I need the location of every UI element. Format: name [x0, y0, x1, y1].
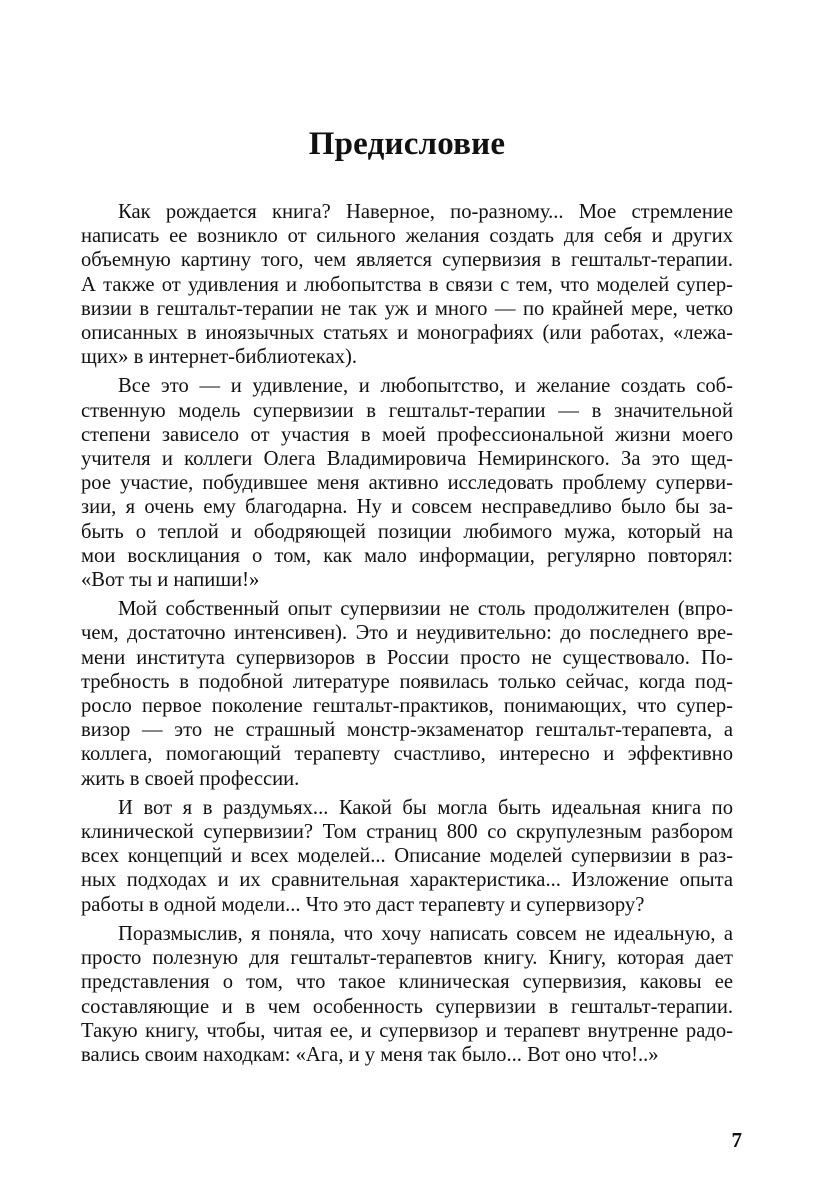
text-line: ственную модель супервизии в гештальт-терапии — в значительной	[81, 399, 733, 422]
text-line: мени института супервизоров в России просто не существовало. По-	[81, 646, 733, 669]
text-line: мои восклицания о том, как мало информации, регулярно повторял:	[81, 544, 733, 567]
paragraph	[81, 796, 733, 917]
text-line: Поразмыслив, я поняла, что хочу написать совсем не идеальную, а	[118, 922, 733, 945]
text-line: просто полезную для гештальт-терапевтов книгу. Книгу, которая дает	[81, 947, 733, 970]
text-line: визор — это не страшный монстр-экзаменатор гештальт-терапевта, а	[81, 719, 733, 742]
text-line: описанных в иноязычных статьях и монографиях (или работах, «лежа-	[81, 322, 733, 345]
text-line: чем, достаточно интенсивен). Это и неудивительно: до последнего вре-	[81, 622, 733, 645]
text-line: зии, я очень ему благодарна. Ну и совсем несправедливо было бы за-	[81, 496, 733, 519]
text-line: быть о теплой и ободряющей позиции любимого мужа, который на	[81, 520, 733, 543]
text-line: А также от удивления и любопытства в связи с тем, что моделей супер-	[81, 273, 733, 296]
text-line: росло первое поколение гештальт-практиков, понимающих, что супер-	[81, 695, 733, 718]
text-line: объемную картину того, чем является супервизия в гештальт-терапии.	[81, 249, 733, 272]
text-line: написать ее возникло от сильного желания создать для себя и других	[81, 225, 733, 248]
paragraph	[81, 922, 733, 1067]
text-line: коллега, помогающий терапевту счастливо, интересно и эффективно	[81, 743, 733, 766]
text-line: Как рождается книга? Наверное, по-разному... Мое стремление	[118, 201, 733, 223]
text-line: Все это — и удивление, и любопытство, и желание создать соб-	[118, 375, 733, 398]
text-line: степени зависело от участия в моей профессиональной жизни моего	[81, 423, 733, 446]
text-line: Мой собственный опыт супервизии не столь продолжителен (впро-	[118, 598, 733, 621]
text-line: учителя и коллеги Олега Владимировича Немиринского. За это щед-	[81, 448, 733, 471]
text-line: И вот я в раздумьях... Какой бы могла быть идеальная книга по	[118, 796, 733, 819]
text-line: Такую книгу, чтобы, читая ее, и супервизор и терапевт внутренне радо-	[81, 1019, 733, 1042]
paragraph	[81, 200, 733, 369]
text-line: жить в своей профессии.	[81, 767, 300, 790]
paragraph	[81, 597, 733, 791]
text-line: составляющие и в чем особенность супервизии в гештальт-терапии.	[81, 995, 733, 1018]
text-line: клинической супервизии? Том страниц 800 со скрупулезным разбором	[81, 821, 733, 844]
text-line: ных подходах и их сравнительная характеристика... Изложение опыта	[81, 869, 733, 892]
text-line: требность в подобной литературе появилась только сейчас, когда под-	[81, 670, 733, 693]
text-line: работы в одной модели... Что это даст терапевту и супервизору?	[81, 893, 645, 916]
text-line: щих» в интернет-библиотеках).	[81, 346, 358, 369]
text-line: представления о том, что такое клиническая супервизия, каковы ее	[81, 971, 733, 994]
text-line: вались своим находкам: «Ага, и у меня так было... Вот оно что!..»	[81, 1043, 659, 1066]
body-text	[81, 200, 733, 1072]
text-line: рое участие, побудившее меня активно исследовать проблему суперви-	[81, 472, 733, 495]
text-line: визии в гештальт-терапии не так уж и много — по крайней мере, четко	[81, 297, 733, 320]
page-number: 7	[731, 1128, 742, 1152]
text-line: «Вот ты и напиши!»	[81, 569, 260, 592]
text-line: всех концепций и всех моделей... Описание моделей супервизии в раз-	[81, 845, 733, 868]
page-title: Предисловие	[308, 126, 506, 162]
paragraph	[81, 374, 733, 592]
